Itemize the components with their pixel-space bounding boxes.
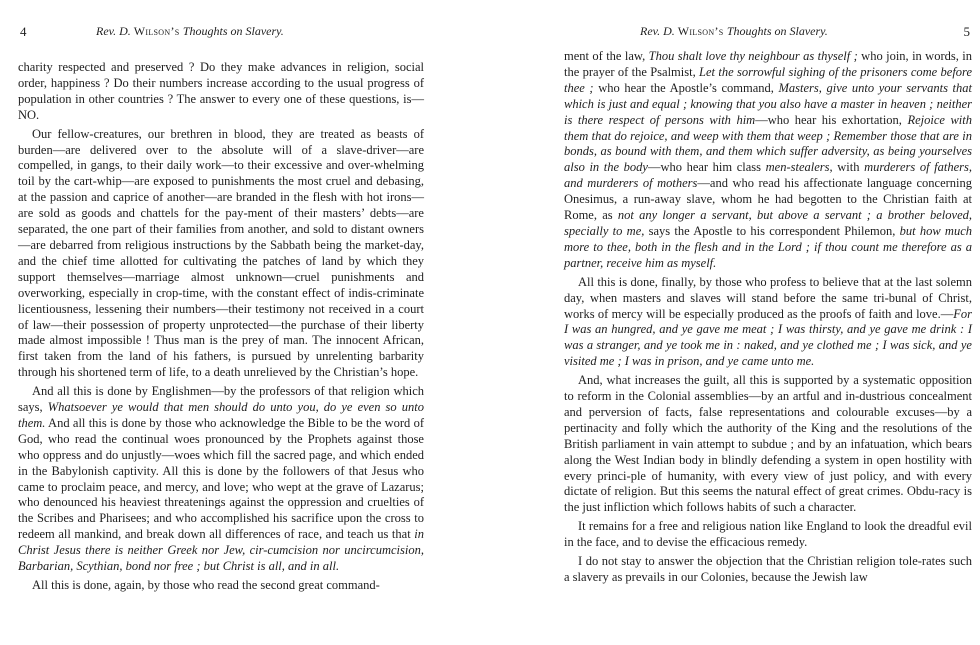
left-page-body [18, 60, 424, 597]
right-page [540, 0, 980, 645]
running-head-title: Thoughts on Slavery. [182, 24, 284, 38]
text-run: —and who read his affectionate language concerning Onesimus, a run-away slave, whom he had begotten to the Christian faith at Rome, as [564, 176, 973, 223]
running-head-author: Wilson [677, 24, 715, 38]
right-page-body [564, 49, 972, 589]
text-run: charity respected and preserved ? Do they make advances in religion, social order, happiness ? Do their numbers increase according to the usual progress of population in other countries ? The answer to every one of these questions, is—NO. [18, 60, 424, 122]
paragraph [564, 554, 972, 586]
running-head [96, 24, 284, 39]
text-run: It remains for a free and religious nation like England to look the dreadful evil in the face, and to devise the efficacious remedy. [564, 519, 972, 550]
text-run: And all this is done by Englishmen—by the professors of that religion which says, [18, 384, 424, 415]
text-run: with [832, 160, 865, 175]
italic-quotation: murderers of fathers, and murderers of mothers [564, 160, 972, 191]
italic-quotation: not any longer a servant, but above a servant ; a brother beloved, specially to me, [564, 208, 972, 238]
running-head [640, 24, 828, 39]
italic-quotation: Rejoice with them that do rejoice, and weep with them that weep ; Remember those that are in bonds, as bound with them, and them which suffer adversity, as being yourselves also in the body [564, 112, 972, 175]
running-head-title: Thoughts on Slavery. [726, 24, 828, 38]
continued-paragraph [564, 49, 972, 272]
text-run: And, what increases the guilt, all this is supported by a systematic opposition to reform in the Colonial assemblies—by an artful and in-dustrious concealment and perversion of facts, false representations and colourable excuses—by a pertinacity and folly which the authority of the King and the resolutions of the British parliament in vain attempt to subdue ; and by an infatuation, which bears along the West Indian body in blindly defending a system in open hostility with every princi-ple of humanity, with every view of just policy, and with every dictate of religion. But this seems the natural effect of great crimes. Obdu-racy is the just infliction which follows habits of such a character. [564, 373, 972, 515]
text-run: —who hear him class [647, 160, 766, 175]
paragraph [18, 384, 424, 575]
italic-quotation: For I was an hungred, and ye gave me meat ; I was thirsty, and ye gave me drink : I was a stranger, and ye took me in : naked, and ye clothed me ; I was sick, and ye visited me ; I was in prison, and ye came unto me. [564, 306, 972, 369]
italic-quotation: in Christ Jesus there is neither Greek nor Jew, cir-cumcision nor uncircumcision, Barbarian, Scythian, bond nor free ; but Christ is all, and in all. [18, 527, 424, 574]
italic-quotation: men-stealers, [765, 160, 833, 175]
text-run: says the Apostle to his correspondent Philemon, [644, 223, 900, 238]
left-page [0, 0, 440, 645]
paragraph [18, 578, 424, 594]
text-run: ment of the law, [564, 49, 649, 63]
text-run: All this is done, finally, by those who profess to believe that at the last solemn day, when masters and slaves will stand before the same tri-bunal of Christ, works of mercy will be especially produced as the proofs of faith and love.— [564, 274, 972, 321]
continued-paragraph [18, 60, 424, 124]
left-page-header [16, 24, 426, 42]
paragraph [564, 519, 972, 551]
text-run: who join, in words, in the prayer of the Psalmist, [564, 49, 972, 79]
italic-quotation: Thou shalt love thy neighbour as thyself ; [648, 49, 858, 63]
page-number: 4 [20, 24, 27, 39]
running-head-prefix: Rev. D. [640, 24, 678, 38]
italic-quotation: but how much more to thee, both in the flesh and in the Lord ; if thou count me therefore as a partner, receive him as myself. [564, 223, 972, 270]
running-head-prefix: Rev. D. [96, 24, 134, 38]
text-run: I do not stay to answer the objection that the Christian religion tole-rates such a slavery as prevails in our Colonies, because the Jewish law [564, 554, 972, 584]
page-gutter [440, 0, 540, 645]
text-run: All this is done, again, by those who read the second great command- [32, 578, 380, 592]
running-head-author: Wilson [133, 24, 171, 38]
text-run: who hear the Apostle’s command, [593, 80, 779, 95]
running-head-possessive: ’s [170, 24, 183, 38]
paragraph [564, 373, 972, 516]
paragraph [18, 127, 424, 382]
italic-quotation: Let the sorrowful sighing of the prisoners come before thee ; [564, 64, 972, 95]
text-run: Our fellow-creatures, our brethren in blood, they are treated as beasts of burden—are delivered over to the absolute will of a slave-driver—are compelled, in gangs, to their daily work—to their excessive and over-whelming toil by the cart-whip—are exposed to punishments the most cruel and debasing, at the passion and caprice of another—are branded in the flesh with hot irons—are sold as goods and chattels for the pay-ment of their masters’ debts—are separated, the one part of their families from another, and sold to distant owners—are debarred from religious instructions by the Sabbath being the market-day, and the chief time allotted for cultivating the patches of land by which they support themselves—marriage almost unknown—cruel punishments and overworking, especially in crop-time, with the constant effect of indis-criminate licentiousness, lessening their numbers—their testimony not received in a court of law—their possession of property unprotected—the purchase of their liberty made almost impossible ! Thus man is the prey of man. The innocent African, first taken from the land of his fathers, is pursued by unrelenting barbarity through his shortened term of life, to a death unrelieved by the Christian’s hope. [18, 126, 424, 380]
running-head-possessive: ’s [714, 24, 727, 38]
italic-quotation: Masters, give unto your servants that which is just and equal ; knowing that you also have a master in heaven ; neither is there respect of persons with him [564, 80, 972, 127]
paragraph [564, 275, 972, 370]
right-page-header [562, 24, 970, 42]
text-run: And all this is done by those who acknowledge the Bible to be the word of God, who read the continual woes pronounced by the Prophets against those who oppress and do unjustly—woes which fill the sacred page, and which ended in the Babylonish captivity. All this is done by the followers of that Jesus who came to proclaim peace, and mercy, and love; who wept at the grave of Lazarus; who denounced his heaviest threatenings against the oppression and cruelties of the Scribes and Pharisees; and who accomplished his sacrifice upon the cross to redeem all mankind, and break down all differences of race, and teach us that [18, 415, 424, 542]
italic-quotation: Whatsoever ye would that men should do unto you, do ye even so unto them. [18, 400, 424, 430]
page-number: 5 [963, 24, 970, 39]
text-run: —who hear his exhortation, [755, 112, 908, 127]
